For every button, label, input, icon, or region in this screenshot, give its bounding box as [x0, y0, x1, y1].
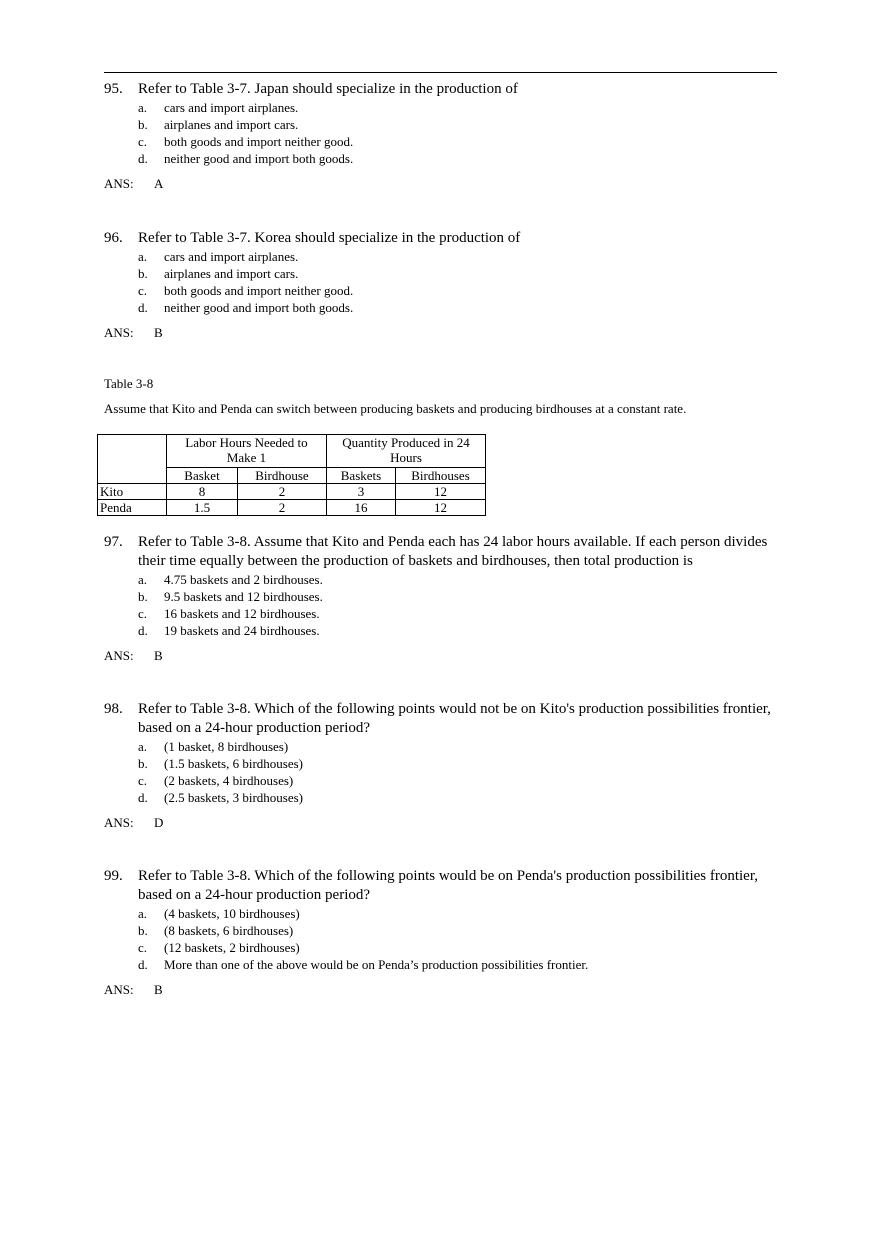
top-rule [104, 72, 777, 73]
row-label: Penda [98, 500, 167, 516]
option-b [104, 755, 794, 772]
option-c [104, 772, 794, 789]
row-label: Kito [98, 484, 167, 500]
option-text: (12 baskets, 2 birdhouses) [164, 940, 300, 955]
table-row [98, 500, 486, 516]
table-cell: 2 [238, 500, 327, 516]
question-text: Refer to Table 3-8. Which of the following points would not be on Kito's production possibilities frontier, based on a 24-hour production period? [138, 701, 771, 736]
question-text: Refer to Table 3-7. Korea should specialize in the production of [138, 230, 521, 246]
option-d [104, 299, 794, 316]
question-97 [104, 533, 794, 664]
option-text: More than one of the above would be on Penda’s production possibilities frontier. [164, 957, 589, 972]
subheader-cell: Baskets [327, 468, 396, 484]
option-c [104, 282, 794, 299]
option-text: 19 baskets and 24 birdhouses. [164, 623, 320, 638]
option-letter: b. [138, 756, 148, 771]
option-b [104, 922, 794, 939]
option-letter: c. [138, 940, 148, 955]
question-number: 98. [104, 701, 123, 717]
question-text: Refer to Table 3-8. Which of the following points would be on Penda's production possibilities frontier, based on a 24-hour production period? [138, 868, 758, 903]
question-stem [104, 867, 794, 905]
answer-value: B [154, 325, 163, 340]
options-list [104, 571, 794, 639]
answer-value: D [154, 815, 164, 830]
table-note: Assume that Kito and Penda can switch between producing baskets and producing birdhouses at a constant rate. [104, 401, 687, 416]
option-c [104, 605, 794, 622]
option-letter: d. [138, 623, 148, 638]
option-letter: b. [138, 589, 148, 604]
subheader-cell: Birdhouse [238, 468, 327, 484]
option-text: both goods and import neither good. [164, 283, 354, 298]
question-number: 97. [104, 534, 123, 550]
options-list [104, 99, 794, 167]
table-corner-cell [98, 435, 167, 484]
table-row [98, 484, 486, 500]
question-text: Refer to Table 3-8. Assume that Kito and Penda each has 24 labor hours available. If each person divides their time equally between the production of baskets and birdhouses, then total production is [138, 534, 768, 569]
question-stem [104, 80, 794, 99]
option-text: neither good and import both goods. [164, 300, 354, 315]
answer-line [104, 981, 794, 998]
group-header-quantity: Quantity Produced in 24 Hours [327, 435, 486, 468]
option-letter: c. [138, 283, 148, 298]
option-a [104, 738, 794, 755]
option-d [104, 956, 794, 973]
option-text: both goods and import neither good. [164, 134, 354, 149]
table-cell: 1.5 [167, 500, 238, 516]
option-letter: b. [138, 117, 148, 132]
option-text: neither good and import both goods. [164, 151, 354, 166]
question-text: Refer to Table 3-7. Japan should specialize in the production of [138, 81, 518, 97]
option-a [104, 99, 794, 116]
option-c [104, 133, 794, 150]
options-list [104, 738, 794, 806]
option-d [104, 622, 794, 639]
option-c [104, 939, 794, 956]
answer-line [104, 175, 794, 192]
option-a [104, 905, 794, 922]
question-number: 99. [104, 868, 123, 884]
answer-value: B [154, 648, 163, 663]
subheader-cell: Basket [167, 468, 238, 484]
answer-label: ANS: [104, 325, 134, 340]
option-letter: d. [138, 790, 148, 805]
option-text: (4 baskets, 10 birdhouses) [164, 906, 300, 921]
option-letter: d. [138, 957, 148, 972]
answer-value: B [154, 982, 163, 997]
question-98 [104, 700, 794, 831]
table-cell: 2 [238, 484, 327, 500]
question-stem [104, 700, 794, 738]
table-cell: 16 [327, 500, 396, 516]
option-a [104, 571, 794, 588]
answer-line [104, 324, 794, 341]
option-letter: c. [138, 773, 148, 788]
option-letter: d. [138, 151, 148, 166]
option-letter: a. [138, 572, 148, 587]
options-list [104, 905, 794, 973]
table-cell: 12 [396, 484, 486, 500]
answer-label: ANS: [104, 815, 134, 830]
question-number: 96. [104, 230, 123, 246]
option-b [104, 588, 794, 605]
subheader-cell: Birdhouses [396, 468, 486, 484]
table-cell: 3 [327, 484, 396, 500]
option-letter: b. [138, 266, 148, 281]
option-text: (2 baskets, 4 birdhouses) [164, 773, 294, 788]
option-letter: a. [138, 100, 148, 115]
answer-label: ANS: [104, 982, 134, 997]
table-cell: 8 [167, 484, 238, 500]
option-text: (8 baskets, 6 birdhouses) [164, 923, 294, 938]
option-text: (1 basket, 8 birdhouses) [164, 739, 289, 754]
option-text: cars and import airplanes. [164, 249, 299, 264]
option-text: (1.5 baskets, 6 birdhouses) [164, 756, 304, 771]
option-b [104, 116, 794, 133]
option-text: 16 baskets and 12 birdhouses. [164, 606, 320, 621]
option-b [104, 265, 794, 282]
table-cell: 12 [396, 500, 486, 516]
answer-line [104, 814, 794, 831]
answer-value: A [154, 176, 164, 191]
option-text: (2.5 baskets, 3 birdhouses) [164, 790, 304, 805]
option-letter: c. [138, 606, 148, 621]
option-text: 4.75 baskets and 2 birdhouses. [164, 572, 323, 587]
option-letter: a. [138, 739, 148, 754]
option-text: airplanes and import cars. [164, 117, 299, 132]
option-a [104, 248, 794, 265]
question-95 [104, 80, 794, 192]
question-number: 95. [104, 81, 123, 97]
question-96 [104, 229, 794, 341]
option-letter: c. [138, 134, 148, 149]
table-title: Table 3-8 [104, 376, 154, 391]
answer-label: ANS: [104, 648, 134, 663]
option-letter: d. [138, 300, 148, 315]
question-stem [104, 533, 794, 571]
option-d [104, 150, 794, 167]
table-header-row [98, 435, 486, 468]
options-list [104, 248, 794, 316]
group-header-labor: Labor Hours Needed to Make 1 [167, 435, 327, 468]
answer-line [104, 647, 794, 664]
option-d [104, 789, 794, 806]
option-letter: a. [138, 906, 148, 921]
answer-label: ANS: [104, 176, 134, 191]
option-text: airplanes and import cars. [164, 266, 299, 281]
option-letter: b. [138, 923, 148, 938]
table-3-8 [97, 434, 486, 516]
question-99 [104, 867, 794, 998]
option-letter: a. [138, 249, 148, 264]
option-text: cars and import airplanes. [164, 100, 299, 115]
question-stem [104, 229, 794, 248]
option-text: 9.5 baskets and 12 birdhouses. [164, 589, 323, 604]
